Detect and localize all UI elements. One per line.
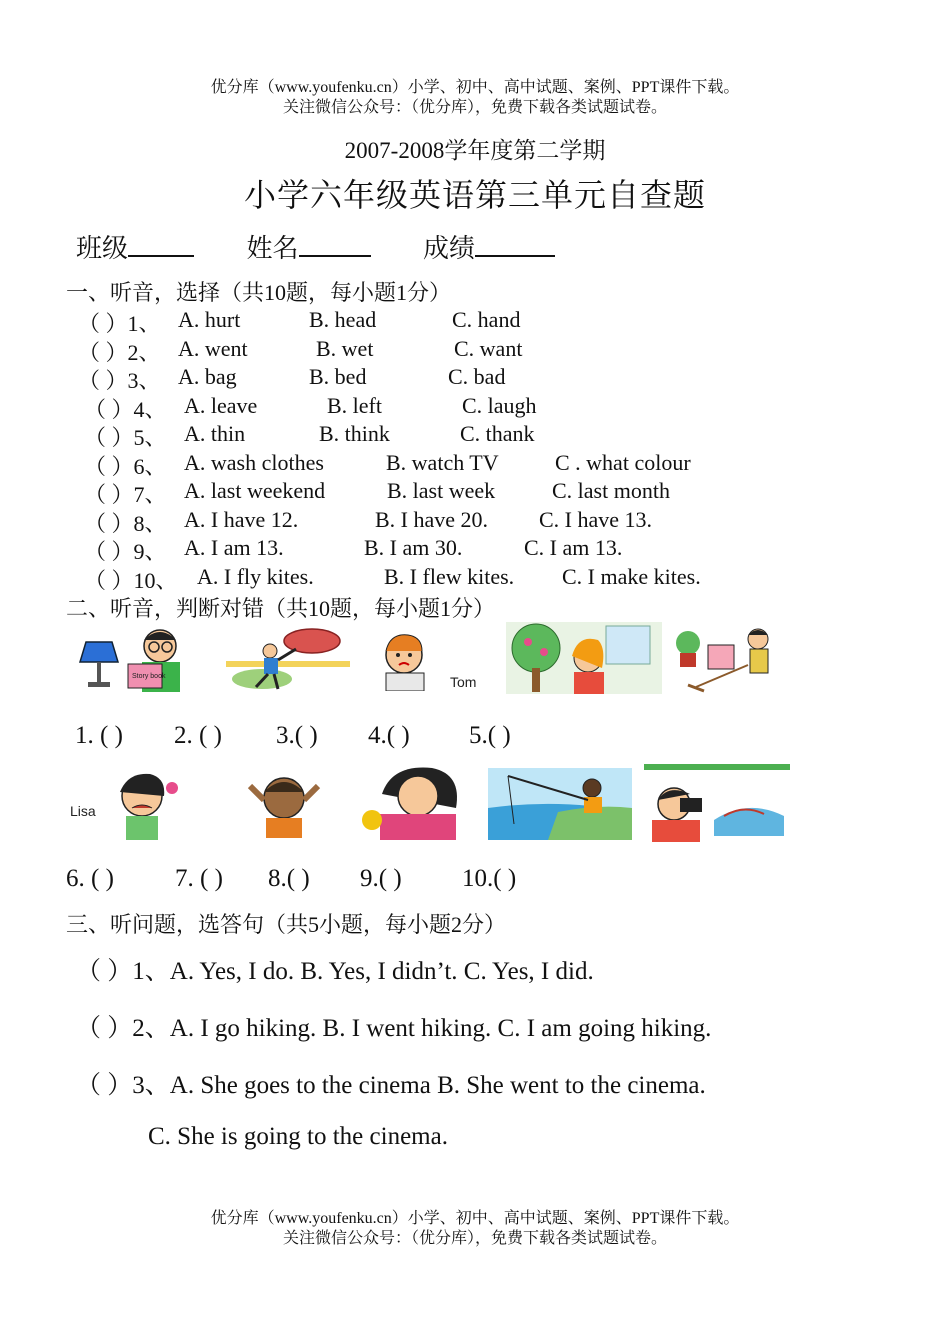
option-b: B. left: [327, 393, 382, 418]
option-b: B. last week: [387, 478, 496, 503]
question-options: A. She goes to the cinema B. She went to the cinema.: [169, 1072, 706, 1099]
question-options: A. Yes, I do. B. Yes, I didn’t. C. Yes, I did.: [169, 958, 594, 985]
lisa-label: Lisa: [70, 803, 96, 819]
option-c: C. bad: [448, 364, 506, 389]
tom-picture: [372, 629, 490, 691]
question-number: （ ）9、: [84, 539, 167, 564]
option-c: C . what colour: [555, 450, 691, 475]
exam-subtitle: 2007-2008学年度第二学期: [344, 138, 606, 163]
option-c: C. I make kites.: [562, 564, 701, 589]
option-a: A. last weekend: [184, 478, 326, 503]
climbing-boy-picture: [226, 627, 350, 693]
reading-boy-picture: [68, 622, 190, 694]
fishing-boy-picture: [488, 768, 632, 840]
judge-bracket[interactable]: 6. ( ): [66, 865, 114, 892]
question-number: （ ）3、: [78, 368, 161, 393]
lisa-picture: [68, 768, 192, 840]
option-c: C. hand: [452, 307, 521, 332]
score-blank[interactable]: [475, 233, 555, 257]
option-b: B. think: [319, 421, 390, 446]
name-blank[interactable]: [299, 233, 371, 257]
option-a: A. leave: [184, 393, 258, 418]
question-number: （ ）10、: [84, 568, 178, 593]
worried-boy-picture: [228, 770, 340, 838]
section3-question: [76, 951, 594, 987]
section3-heading: 三、听问题，选答句（共5小题，每小题2分）: [66, 912, 507, 937]
class-blank[interactable]: [128, 233, 194, 257]
section3-question: [76, 1065, 706, 1101]
section3-question: [76, 1008, 711, 1044]
question-number: （ ）1、: [76, 958, 170, 985]
option-a: A. went: [178, 336, 248, 361]
section1-heading: 一、听音，选择（共10题，每小题1分）: [66, 280, 452, 305]
site-header-line1: 优分库（www.youfenku.cn）小学、初中、高中试题、案例、PPT课件下载。: [210, 79, 740, 96]
option-a: A. bag: [178, 364, 237, 389]
question-number: （ ）2、: [76, 1015, 170, 1042]
option-c: C. laugh: [462, 393, 537, 418]
option-a: A. wash clothes: [184, 450, 324, 475]
name-label: 姓名: [246, 234, 299, 263]
class-label: 班级: [76, 234, 129, 263]
judge-bracket[interactable]: 9.( ): [360, 865, 402, 892]
judge-bracket[interactable]: 4.( ): [368, 722, 410, 749]
exam-title: 小学六年级英语第三单元自查题: [243, 177, 706, 213]
site-header-line2: 关注微信公众号：（优分库），免费下载各类试题试卷。: [282, 99, 667, 116]
judge-bracket[interactable]: 5.( ): [469, 722, 511, 749]
tom-label: Tom: [450, 674, 477, 690]
judge-bracket[interactable]: 2. ( ): [174, 722, 222, 749]
judge-bracket[interactable]: 10.( ): [462, 865, 517, 892]
option-c: C. thank: [460, 421, 535, 446]
question-number: （ ）3、: [76, 1072, 170, 1099]
site-footer-line1: 优分库（www.youfenku.cn）小学、初中、高中试题、案例、PPT课件下载。: [210, 1210, 740, 1227]
judge-bracket[interactable]: 3.( ): [276, 722, 318, 749]
site-footer-line2: 关注微信公众号：（优分库），免费下载各类试题试卷。: [282, 1230, 667, 1247]
question-number: （ ）8、: [84, 511, 167, 536]
option-b: B. wet: [316, 336, 374, 361]
option-c: C. I have 13.: [539, 507, 653, 532]
section3-continuation: C. She is going to the cinema.: [148, 1123, 448, 1150]
score-label: 成绩: [423, 234, 476, 263]
question-number: （ ）4、: [84, 397, 167, 422]
option-b: B. bed: [309, 364, 367, 389]
option-b: B. I have 20.: [375, 507, 489, 532]
option-a: A. hurt: [178, 307, 241, 332]
judge-bracket[interactable]: 7. ( ): [175, 865, 223, 892]
option-a: A. I am 13.: [184, 535, 284, 560]
option-a: A. I have 12.: [184, 507, 299, 532]
judge-bracket[interactable]: 1. ( ): [75, 722, 123, 749]
option-b: B. watch TV: [386, 450, 499, 475]
question-number: （ ）6、: [84, 454, 167, 479]
option-b: B. head: [309, 307, 377, 332]
question-number: （ ）2、: [78, 340, 161, 365]
boy-camera-picture: [644, 764, 790, 842]
question-options: A. I go hiking. B. I went hiking. C. I am going hiking.: [169, 1015, 712, 1042]
judge-bracket[interactable]: 8.( ): [268, 865, 310, 892]
option-c: C. want: [454, 336, 523, 361]
girl-sweeping-picture: [668, 625, 786, 693]
girl-holding-picture: [352, 764, 480, 840]
student-info-row: [76, 228, 601, 265]
option-c: C. last month: [552, 478, 670, 503]
question-number: （ ）5、: [84, 425, 167, 450]
book-label: Story book: [132, 673, 166, 680]
option-a: A. thin: [184, 421, 246, 446]
question-number: （ ）7、: [84, 482, 167, 507]
option-b: B. I am 30.: [364, 535, 463, 560]
question-number: （ ）1、: [78, 311, 161, 336]
girl-flowers-picture: [506, 622, 662, 694]
section2-heading: 二、听音，判断对错（共10题，每小题1分）: [66, 596, 496, 621]
option-a: A. I fly kites.: [197, 564, 314, 589]
option-c: C. I am 13.: [524, 535, 623, 560]
option-b: B. I flew kites.: [384, 564, 515, 589]
